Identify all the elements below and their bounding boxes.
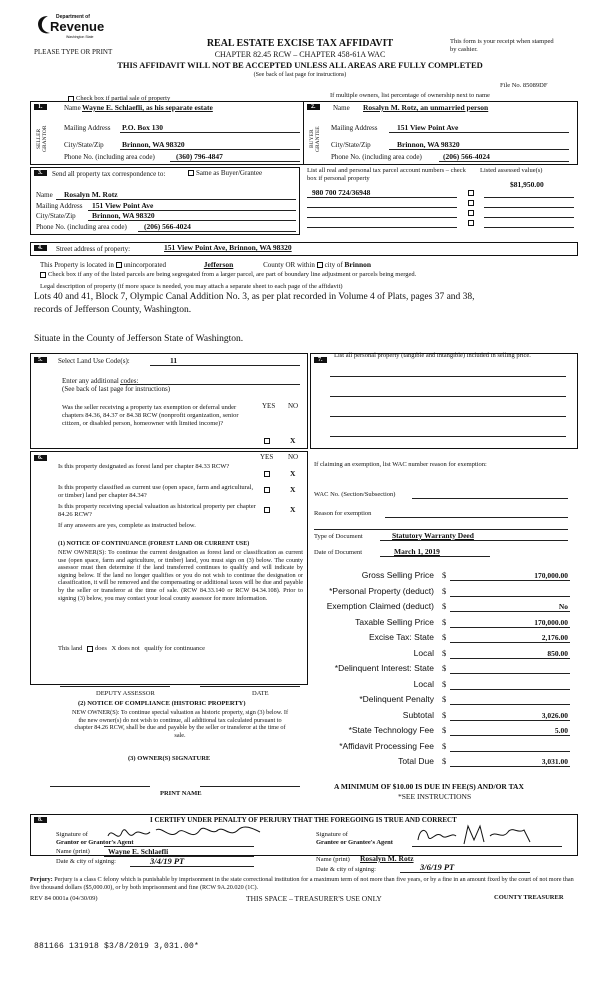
personal-property-number: 7. (314, 357, 327, 363)
grantee-name-label: Name (print) (316, 856, 350, 863)
form-revision: REV 84 0001a (04/30/09) (30, 895, 98, 902)
grantor-signature (104, 822, 264, 846)
compliance-title: (2) NOTICE OF COMPLIANCE (HISTORIC PROPERTY) (78, 700, 246, 707)
seller-name: Wayne E. Schlaefli, as his separate estate (82, 103, 213, 112)
reason-label: Reason for exemption (314, 510, 372, 517)
calc-dollar-sign: $ (442, 725, 447, 735)
calc-value-line (450, 766, 570, 767)
forest-number: 6. (34, 455, 47, 461)
calc-value-line (450, 751, 570, 752)
exemption-no-mark: X (290, 436, 296, 445)
wac-label: WAC No. (Section/Subsection) (314, 491, 396, 498)
buyer-side-label: BUYER GRANTEE (309, 126, 321, 152)
street-label: Street address of property: (56, 245, 131, 253)
logo-name: Revenue (50, 19, 105, 34)
certify-number: 8. (34, 817, 47, 823)
forest-q3-yes-checkbox[interactable] (264, 507, 270, 513)
seller-phone: (360) 796-4847 (176, 152, 223, 161)
calc-dollar-sign: $ (442, 570, 447, 580)
buyer-city: Brinnon, WA 98320 (397, 140, 460, 149)
calc-value: 850.00 (547, 648, 568, 658)
seller-city-label: City/State/Zip (64, 141, 104, 149)
buyer-phone-label: Phone No. (including area code) (331, 153, 422, 161)
file-number: File No. 85089DF (500, 82, 548, 89)
exemption-yes-checkbox[interactable] (264, 438, 270, 444)
segregated-label: Check box if any of the listed parcels are being segregated from a larger parcel, are part of boundary line adjustment or parcels being merged. (48, 271, 417, 278)
seller-name-label: Name (64, 104, 81, 112)
segregated-row (40, 271, 570, 278)
calc-label: Taxable Selling Price (355, 616, 434, 627)
calc-dollar-sign: $ (442, 585, 447, 596)
calc-label: Excise Tax: State (368, 632, 434, 642)
calc-dollar-sign: $ (442, 647, 447, 658)
grantee-date: 3/6/19 PT (420, 862, 455, 872)
same-as-buyer-checkbox[interactable] (188, 170, 194, 176)
continuance-body: NEW OWNER(S): To continue the current designation as forest land or classification as current use (open space, farm and agriculture, or timber) land, you must sign on (3) below. The county assessor must then determine if the land transferred continues to qualify and will indicate by signing below. If the land no longer qualifies or you do not wish to continue the designation or classification, it will be removed and the compensating or additional taxes will be due and payable by the seller or transferor at the time of sale. (RCW 84.33.140 or RCW 84.34.108). Prior to signing (3) below, you may contact your local county assessor for more information. (58, 549, 303, 602)
land-use-label: Select Land Use Code(s): (58, 357, 130, 365)
grantor-date-label: Date & city of signing: (56, 858, 116, 865)
land-use-box (30, 353, 308, 449)
form-title: REAL ESTATE EXCISE TAX AFFIDAVIT (206, 38, 394, 49)
city-name: Brinnon (344, 260, 372, 269)
buyer-section (303, 101, 578, 165)
calc-dollar-sign: $ (442, 678, 447, 689)
exemption-question: Was the seller receiving a property tax exemption or deferral under chapters 84.36, 84.37 or 84.38 RCW (nonprofit organization, senior citizen, or disabled person, homeowner with limited income)? (62, 404, 239, 427)
buyer-number: 2. (307, 104, 320, 110)
forest-q1-no-mark: X (290, 469, 296, 478)
forest-q2: Is this property classified as current use (open space, farm and agricultural, or timber) land per chapter 84.34? (58, 484, 254, 499)
form-warning: THIS AFFIDAVIT WILL NOT BE ACCEPTED UNLESS ALL AREAS ARE FULLY COMPLETED (117, 60, 483, 70)
calc-label: Local (413, 678, 434, 689)
deputy-date-label: DATE (252, 690, 269, 697)
buyer-mail-label: Mailing Address (331, 124, 378, 132)
calc-value-line (450, 642, 570, 643)
grantor-date: 3/4/19 PT (150, 856, 185, 866)
calc-value-line (450, 735, 570, 736)
calc-value: 5.00 (554, 726, 568, 735)
legal-line-3: Situate in the County of Jefferson State of Washington. (34, 334, 244, 344)
calc-label: *Personal Property (deduct) (329, 585, 434, 596)
street-address: 151 View Point Ave, Brinnon, WA 98320 (164, 243, 292, 252)
same-as-buyer-label: Same as Buyer/Grantee (196, 169, 263, 177)
calc-value-line (450, 673, 570, 674)
calc-label: Subtotal (402, 709, 434, 720)
multiple-owners-note: If multiple owners, list percentage of ownership next to name (330, 92, 490, 99)
county-treasurer: COUNTY TREASURER (494, 894, 564, 901)
calc-label: *Affidavit Processing Fee (339, 740, 434, 751)
county-name: Jefferson (203, 260, 234, 269)
wac-heading: If claiming an exemption, list WAC number reason for exemption: (314, 461, 487, 468)
certify-heading: I CERTIFY UNDER PENALTY OF PERJURY THAT THE FOREGOING IS TRUE AND CORRECT (150, 816, 457, 824)
unincorporated-checkbox[interactable] (116, 262, 122, 268)
buyer-name-label: Name (333, 104, 350, 112)
buyer-city-label: City/State/Zip (331, 141, 371, 149)
property-number: 4. (34, 245, 47, 251)
correspondence-heading: Send all property tax correspondence to: (52, 170, 166, 178)
calc-label: Exemption Claimed (deduct) (326, 601, 434, 611)
calc-dollar-sign: $ (442, 663, 447, 673)
see-back-note: (See back of last page for instructions) (253, 72, 347, 78)
land-use-code: 11 (170, 356, 178, 365)
grantee-name: Rosalyn M. Rotz (360, 854, 414, 863)
does-checkbox[interactable] (87, 646, 93, 652)
perjury-label: Perjury: (30, 876, 53, 883)
seller-number: 1. (34, 104, 47, 110)
buyer-name: Rosalyn M. Rotz, an unmarried person (363, 103, 489, 112)
calc-dollar-sign: $ (442, 632, 447, 642)
calc-label: Local (413, 647, 434, 658)
parcel-checkbox-2[interactable] (468, 200, 474, 206)
calc-label: Total Due (398, 756, 434, 766)
seller-side-label: SELLER GRANTOR (36, 125, 48, 153)
grantor-name: Wayne E. Schlaefli (108, 847, 169, 856)
form-chapter: CHAPTER 82.45 RCW – CHAPTER 458-61A WAC (214, 50, 386, 59)
doc-type-label: Type of Document (314, 533, 363, 540)
treasurer-use: THIS SPACE – TREASURER'S USE ONLY (246, 894, 382, 903)
calc-dollar-sign: $ (442, 694, 447, 704)
minimum-note: A MINIMUM OF $10.00 IS DUE IN FEE(S) AND/OR TAX (334, 782, 524, 791)
doc-date: March 1, 2019 (394, 547, 440, 556)
qualify-label: qualify for continuance (144, 645, 205, 652)
corr-city-label: City/State/Zip (36, 212, 76, 220)
seller-city: Brinnon, WA 98320 (122, 140, 185, 149)
within-label: within (296, 261, 315, 269)
cashier-stamp: 881166 131918 $3/8/2019 3,031.00* (34, 942, 200, 951)
logo-state: Washington State (66, 35, 94, 39)
grantor-sig-label-2: Grantor or Grantor's Agent (56, 839, 134, 846)
parcels-heading: List all real and personal tax parcel account numbers – check box if personal property (307, 167, 466, 182)
forest-q3-no-mark: X (290, 505, 296, 514)
calc-dollar-sign: $ (442, 616, 447, 627)
calc-dollar-sign: $ (442, 709, 447, 720)
calc-label: Gross Selling Price (361, 570, 434, 580)
buyer-mail: 151 View Point Ave (397, 123, 459, 132)
corr-phone-label: Phone No. (including area code) (36, 223, 127, 231)
forest-q3: Is this property receiving special valuation as historical property per chapter 84.26 RCW? (58, 503, 256, 518)
calc-dollar-sign: $ (442, 740, 447, 751)
additional-codes-note: (See back of last page for instructions) (62, 385, 171, 393)
corr-name: Rosalyn M. Rotz (64, 190, 118, 199)
calc-value-line (450, 611, 570, 612)
location-row (40, 260, 560, 269)
grantee-sig-label-1: Signature of (316, 831, 348, 838)
buyer-phone: (206) 566-4024 (443, 152, 490, 161)
perjury-text: Perjury is a class C felony which is punishable by imprisonment in the state correctional institution for a maximum term of not more than five years, or by a fine in an amount fixed by the court of not more than five thousand dollars ($5,000.00), or by both imprisonment and fine (RCW 9A.20.020 (1C). (30, 876, 574, 891)
personal-property-label: List all personal property (tangible and intangible) included in selling price. (334, 352, 531, 359)
legal-line-2: records of Jefferson County, Washington. (34, 305, 192, 315)
seller-phone-label: Phone No. (including area code) (64, 153, 155, 161)
land-use-number: 5. (34, 357, 47, 363)
calc-dollar-sign: $ (442, 756, 447, 766)
land-use-yes: YES (262, 402, 276, 410)
dor-logo (34, 14, 106, 44)
grantor-sig-label-1: Signature of (56, 831, 88, 838)
seller-mail: P.O. Box 130 (122, 123, 163, 132)
seller-section (30, 101, 303, 165)
calc-value: 2,176.00 (541, 633, 568, 642)
see-instructions: *SEE INSTRUCTIONS (398, 792, 472, 801)
assessed-value: $81,950.00 (510, 180, 544, 189)
print-name-label: PRINT NAME (160, 790, 202, 797)
forest-q1: Is this property designated as forest land per chapter 84.33 RCW? (58, 463, 230, 470)
calc-value: No (558, 602, 568, 611)
parcel-number: 980 700 724/36948 (312, 188, 371, 197)
continuance-title: (1) NOTICE OF CONTINUANCE (FOREST LAND OR CURRENT USE) (58, 541, 250, 547)
calc-value-line (450, 689, 570, 690)
personal-property-box (310, 353, 578, 449)
forest-yes: YES (260, 453, 274, 461)
doc-type: Statutory Warranty Deed (392, 531, 474, 540)
calc-label: *State Technology Fee (348, 725, 434, 735)
assessed-heading: Listed assessed value(s) (480, 167, 543, 174)
calc-value: 170,000.00 (534, 571, 568, 580)
calc-value: 3,026.00 (541, 710, 568, 720)
calc-value: 3,031.00 (541, 757, 568, 766)
calc-value-line (450, 580, 570, 581)
segregated-checkbox[interactable] (40, 272, 46, 278)
forest-no: NO (288, 453, 299, 461)
county-or: County OR (263, 261, 296, 269)
does-label: does (95, 645, 107, 652)
calc-value-line (450, 596, 570, 597)
calc-label: *Delinquent Interest: State (334, 663, 434, 673)
parcel-checkbox-3[interactable] (468, 210, 474, 216)
grantee-sig-label-2: Grantee or Grantee's Agent (316, 839, 393, 846)
calc-value-line (450, 720, 570, 721)
legal-line-1: Lots 40 and 41, Block 7, Olympic Canal Addition No. 3, as per plat recorded in Volume 4 of Plats, pages 37 and 38, (34, 292, 475, 302)
located-label: This Property is located in (40, 261, 114, 269)
land-qualify-row (58, 645, 205, 652)
calc-value-line (450, 627, 570, 628)
city-of-label: city of (324, 261, 343, 269)
same-as-buyer (188, 169, 262, 177)
unincorporated-label: unincorporated (123, 261, 167, 269)
does-not-label: X does not (111, 645, 140, 652)
forest-note: If any answers are yes, complete as instructed below. (58, 522, 196, 529)
corr-phone: (206) 566-4024 (144, 222, 191, 231)
parcel-checkbox-4[interactable] (468, 220, 474, 226)
land-label: This land (58, 645, 83, 652)
calc-label: *Delinquent Penalty (359, 694, 434, 704)
forest-q2-yes-checkbox[interactable] (264, 487, 270, 493)
grantee-date-label: Date & city of signing: (316, 866, 376, 873)
please-type: PLEASE TYPE OR PRINT (34, 48, 113, 56)
grantor-name-label: Name (print) (56, 848, 90, 855)
city-checkbox[interactable] (317, 262, 323, 268)
calc-value: 170,000.00 (534, 617, 568, 627)
corr-mail-label: Mailing Address (36, 202, 83, 210)
seller-mail-label: Mailing Address (64, 124, 111, 132)
correspondence-section (30, 167, 300, 235)
forest-q1-yes-checkbox[interactable] (264, 471, 270, 477)
corr-city: Brinnon, WA 98320 (92, 211, 155, 220)
perjury-notice (30, 876, 578, 891)
receipt-note: This form is your receipt when stamped by cashier. (450, 38, 554, 53)
logo-dept: Department of (56, 14, 90, 20)
forest-q2-no-mark: X (290, 485, 296, 494)
calc-value-line (450, 658, 570, 659)
corr-mail: 151 View Point Ave (92, 201, 154, 210)
calc-value-line (450, 704, 570, 705)
partial-sale-label: Check box if partial sale of property (76, 95, 171, 102)
legal-label: Legal description of property (if more space is needed, you may attach a separate sheet to each page of the affidavit) (40, 283, 343, 290)
parcel-checkbox-1[interactable] (468, 190, 474, 196)
additional-codes-label: Enter any additional codes: (62, 377, 139, 385)
doc-date-label: Date of Document (314, 549, 363, 556)
compliance-body: NEW OWNER(S): To continue special valuation as historic property, sign (3) below. If the new owner(s) do not wish to continue, all additional tax calculated pursuant to chapter 84.26 RCW, shall be due and payable by the seller or transferor at the time of sale. (71, 709, 289, 739)
deputy-assessor-label: DEPUTY ASSESSOR (96, 690, 155, 697)
calc-dollar-sign: $ (442, 601, 447, 611)
land-use-no: NO (288, 402, 299, 410)
corr-name-label: Name (36, 191, 53, 199)
correspondence-number: 3. (34, 170, 47, 176)
owner-signature-label: (3) OWNER(S) SIGNATURE (128, 755, 211, 762)
grantee-signature (414, 822, 534, 848)
